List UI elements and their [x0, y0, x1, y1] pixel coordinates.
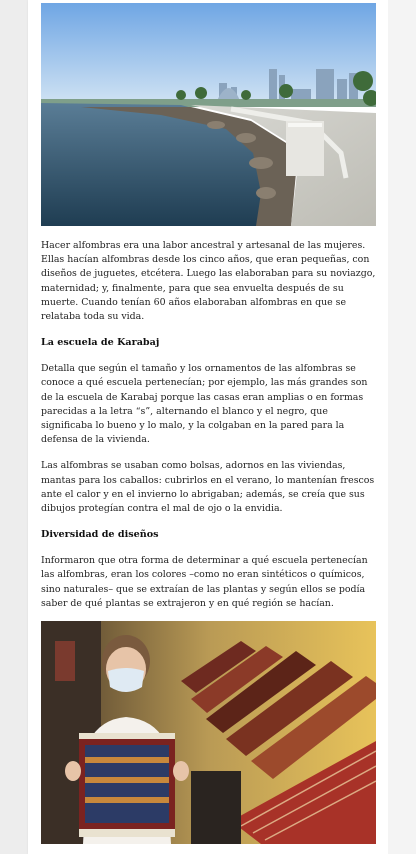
- section-heading: La escuela de Karabaj: [41, 337, 160, 349]
- next-paragraph-cutoff: [41, 846, 341, 854]
- right-margin: [388, 0, 416, 854]
- paragraph: Hacer alfombras era una labor ancestral y artesanal de las mujeres. Ellas hacían alfombras desde los cinco años, que eran pequeñas, con diseños de juguetes, etcétera. Luego las elaboraban para su noviazgo, maternidad; y, finalmente, para que sea envuelta después de su muerte. Cuando tenían 60 años elaboraban alfombras en que se relataba toda su vida.: [41, 240, 376, 323]
- left-margin: [0, 0, 28, 854]
- paragraph: Informaron que otra forma de determinar a qué escuela pertenecían las alfombras, eran los colores –como no eran sintéticos o químicos, sino naturales– que se extraían de las plantas y según ellos se podía saber de qué plantas se extrajeron y en qué región se hacían.: [41, 555, 368, 609]
- section-heading: Diversidad de diseños: [41, 529, 159, 541]
- article-body: [41, 3, 376, 844]
- paragraph: Las alfombras se usaban como bolsas, adornos en las viviendas, mantas para los caballos: cubrirlos en el verano, lo mantenían frescos ante el calor y en el invierno lo abrigaban; además, se creía que sus dibujos protegían contra el mal de ojo o la envidia.: [41, 460, 375, 515]
- seaside-boulevard-photo: [41, 3, 376, 226]
- paragraph: Detalla que según el tamaño y los ornamentos de las alfombras se conoce a qué escuela pertenecían; por ejemplo, las más grandes son de la escuela de Karabaj porque las casas eran amplias o en formas parecidas a la letra “s”, alternando el blanco y el negro, que significaba lo bueno y lo malo, y la colgaban en la pared para la defensa de la vivienda.: [41, 363, 368, 446]
- carpet-museum-photo: [41, 621, 376, 844]
